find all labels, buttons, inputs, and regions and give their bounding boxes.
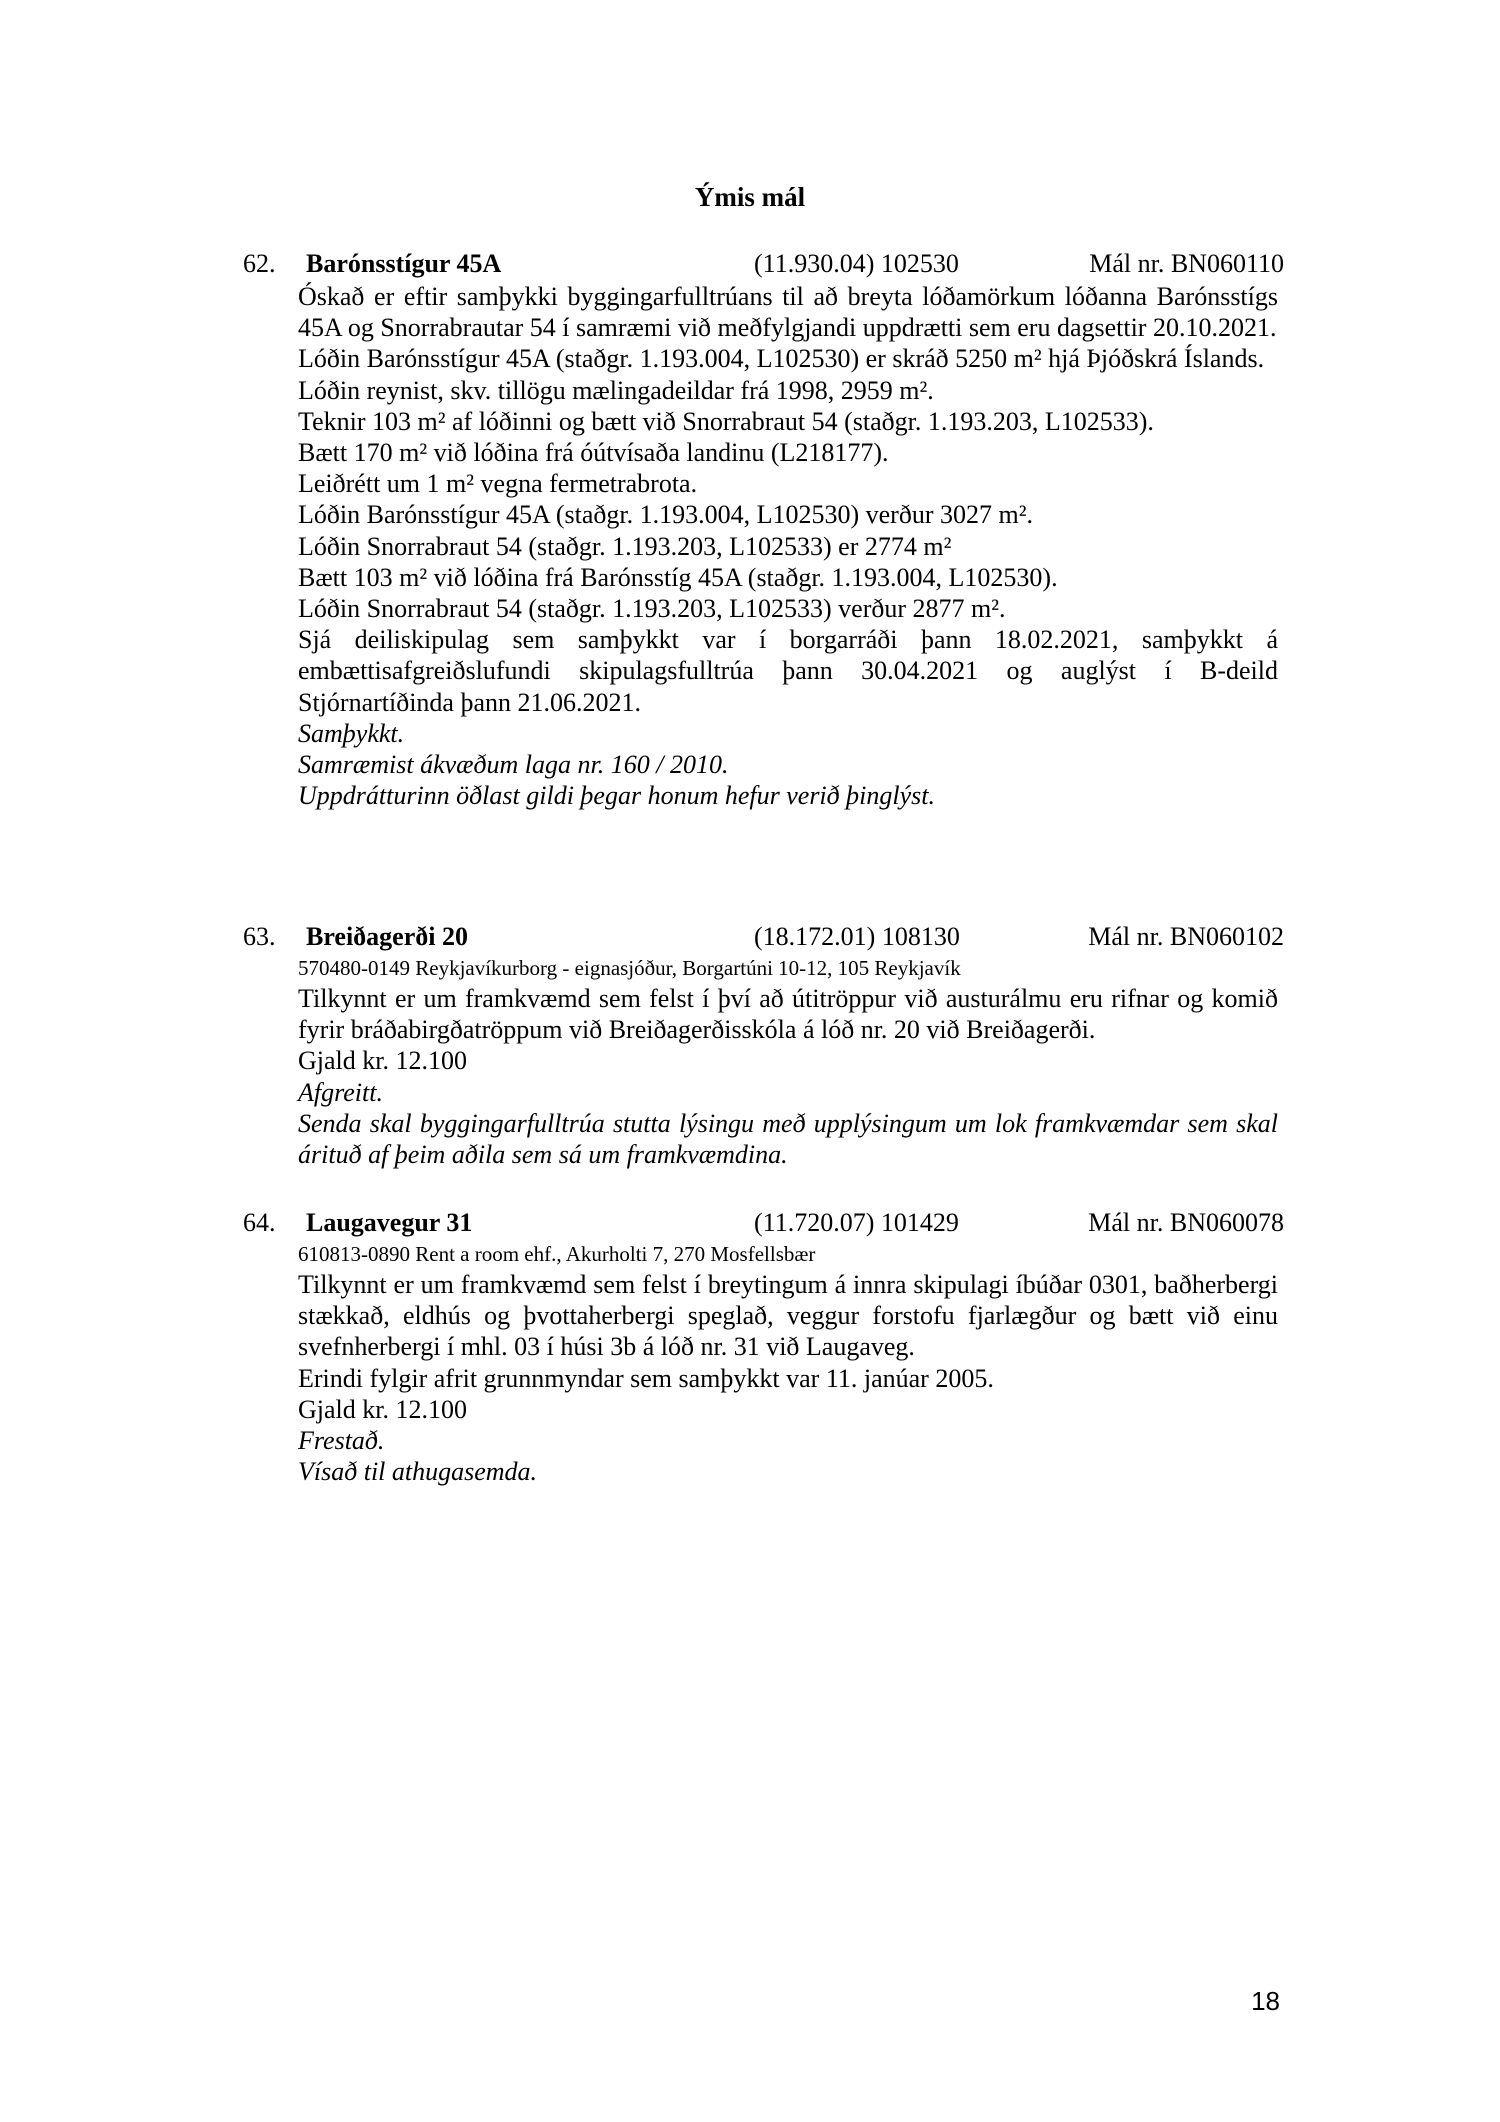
entry-address: Barónsstígur 45A [306,249,502,278]
entry-text-line: Bætt 103 m² við lóðina frá Barónsstíg 45A (staðgr. 1.193.004, L102530). [298,562,1058,592]
decision-line: Uppdrátturinn öðlast gildi þegar honum hefur verið þinglýst. [298,781,935,811]
entry-text-line: Gjald kr. 12.100 [298,1394,467,1424]
entry-text-line: Tilkynnt er um framkvæmd sem felst í því að útitröppur við austurálmu eru rifnar og komið fyrir bráðabirgðatröppum við Breiðagerðisskóla á lóð nr. 20 við Breiðagerði. [298,984,1278,1045]
entry-header [0,247,1500,281]
decision-line: Samræmist ákvæðum laga nr. 160 / 2010. [298,750,729,780]
entry-case-number: Mál nr. BN060102 [1088,922,1284,951]
case-entry-63 [0,920,1500,1170]
section-title: Ýmis mál [694,182,806,212]
entry-body [298,954,1278,1170]
entry-body [298,1240,1278,1487]
entry-text-line: Lóðin reynist, skv. tillögu mælingadeildar frá 1998, 2959 m². [298,375,934,405]
entry-text-line: Gjald kr. 12.100 [298,1046,467,1076]
decision-line: Frestað. [298,1426,385,1456]
decision-line: Senda skal byggingarfulltrúa stutta lýsingu með upplýsingum um lok framkvæmdar sem skal árituð af þeim aðila sem sá um framkvæmdina. [298,1108,1278,1170]
entry-land-code: (18.172.01) 108130 [754,922,960,951]
entry-address: Laugavegur 31 [306,1208,473,1237]
entry-text-line: Bætt 170 m² við lóðina frá óútvísaða landinu (L218177). [298,438,889,468]
entry-text-line: Teknir 103 m² af lóðinni og bætt við Snorrabraut 54 (staðgr. 1.193.203, L102533). [298,406,1154,436]
case-entry-64 [0,1206,1500,1487]
entry-header [0,1206,1500,1240]
entry-number: 63. [243,922,276,951]
entry-text-line: Sjá deiliskipulag sem samþykkt var í borgarráði þann 18.02.2021, samþykkt á embættisafgreiðslufundi skipulagsfulltrúa þann 30.04.2021 og auglýst í B-deild Stjórnartíðinda þann 21.06.2021. [298,625,1278,717]
entry-header [0,920,1500,954]
entry-land-code: (11.720.07) 101429 [754,1208,959,1237]
entry-body [298,281,1278,811]
page-number: 18 [1251,1986,1280,2016]
entry-address: Breiðagerði 20 [306,922,468,951]
decision-line: Afgreitt. [298,1077,383,1107]
entry-case-number: Mál nr. BN060110 [1089,249,1284,278]
entry-text-line: Lóðin Barónsstígur 45A (staðgr. 1.193.004, L102530) verður 3027 m². [298,500,1034,530]
entry-text-line: Erindi fylgir afrit grunnmyndar sem samþykkt var 11. janúar 2005. [298,1363,994,1393]
entry-text-line: Tilkynnt er um framkvæmd sem felst í breytingum á innra skipulagi íbúðar 0301, baðherbergi stækkað, eldhús og þvottaherbergi speglað, veggur forstofu fjarlægður og bætt við einu svefnherbergi í mhl. 03 í húsi 3b á lóð nr. 31 við Laugaveg. [298,1270,1278,1362]
entry-text-line: Lóðin Snorrabraut 54 (staðgr. 1.193.203, L102533) er 2774 m² [298,531,952,561]
entry-case-number: Mál nr. BN060078 [1088,1208,1284,1237]
entry-number: 64. [243,1208,276,1237]
entry-applicant: 570480-0149 Reykjavíkurborg - eignasjóður, Borgartúni 10-12, 105 Reykjavík [298,956,961,980]
entry-applicant: 610813-0890 Rent a room ehf., Akurholti 7, 270 Mosfellsbær [298,1242,816,1266]
entry-text-line: Lóðin Snorrabraut 54 (staðgr. 1.193.203, L102533) verður 2877 m². [298,594,1006,624]
case-entry-62 [0,247,1500,811]
entry-text-line: Leiðrétt um 1 m² vegna fermetrabrota. [298,469,698,499]
entry-text-line: Lóðin Barónsstígur 45A (staðgr. 1.193.004, L102530) er skráð 5250 m² hjá Þjóðskrá Íslands. [298,344,1265,374]
entry-land-code: (11.930.04) 102530 [754,249,959,278]
entry-text-line: Óskað er eftir samþykki byggingarfulltrúans til að breyta lóðamörkum lóðanna Barónsstígs 45A og Snorrabrautar 54 í samræmi við meðfylgjandi uppdrætti sem eru dagsettir 20.10.2021. [298,282,1278,343]
decision-line: Samþykkt. [298,718,405,748]
entry-number: 62. [243,249,276,278]
decision-line: Vísað til athugasemda. [298,1457,538,1487]
